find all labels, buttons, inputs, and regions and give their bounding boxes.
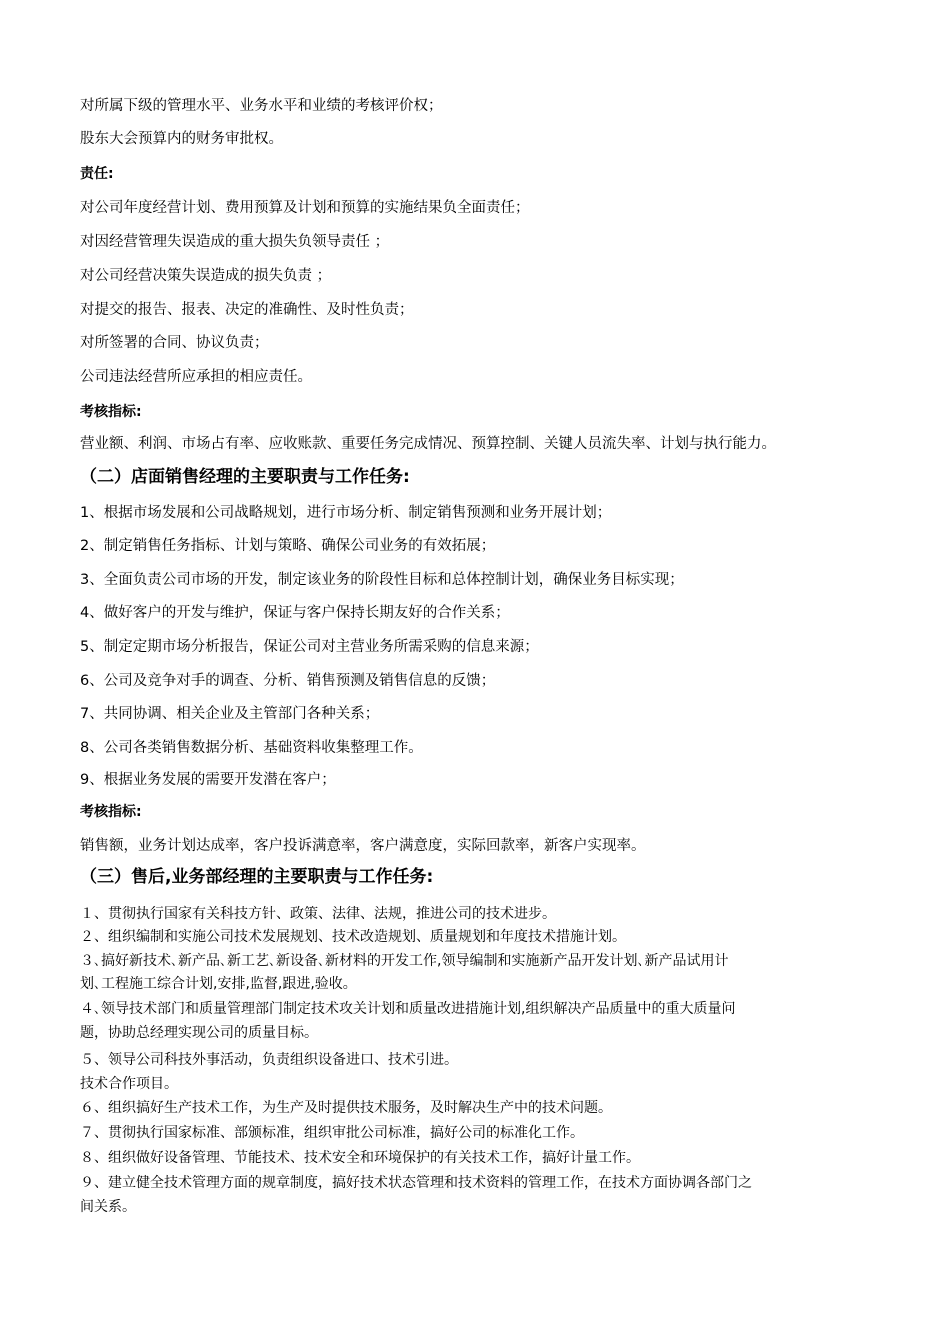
section-item: ４､领导技术部门和质量管理部门制定技术攻关计划和质量改进措施计划,组织解决产品质量中的重大质量问 <box>80 1001 736 1017</box>
responsibility-item: 对公司年度经营计划、费用预算及计划和预算的实施结果负全面责任； <box>80 200 530 216</box>
section-item-continued: 划､工程施工综合计划,安排,监督,跟进,验收。 <box>80 976 357 992</box>
section-item-continued: 技术合作项目。 <box>80 1076 178 1092</box>
section-heading: （三）售后,业务部经理的主要职责与工作任务: <box>80 867 434 887</box>
section-item: 1、根据市场发展和公司战略规划，进行市场分析、制定销售预测和业务开展计划； <box>80 505 612 521</box>
responsibility-item: 对提交的报告、报表、决定的准确性、及时性负责； <box>80 302 414 318</box>
section-item: ７、贯彻执行国家标准、部颁标准，组织审批公司标准，搞好公司的标准化工作。 <box>80 1125 584 1141</box>
section-item: 7、共同协调、相关企业及主管部门各种关系； <box>80 706 380 722</box>
section-item: 2、制定销售任务指标、计划与策略、确保公司业务的有效拓展； <box>80 538 496 554</box>
text-line: 对所属下级的管理水平、业务水平和业绩的考核评价权； <box>80 98 443 114</box>
kpi-text: 营业额、利润、市场占有率、应收账款、重要任务完成情况、预算控制、关键人员流失率、计划与执行能力。 <box>80 436 776 452</box>
section-item: ８、组织做好设备管理、节能技术、技术安全和环境保护的有关技术工作，搞好计量工作。 <box>80 1150 640 1166</box>
text-line: 股东大会预算内的财务审批权。 <box>80 131 283 147</box>
section-item: 3、全面负责公司市场的开发，制定该业务的阶段性目标和总体控制计划，确保业务目标实现； <box>80 572 684 588</box>
section-item-continued: 间关系。 <box>80 1199 136 1215</box>
kpi-label: 考核指标: <box>80 404 142 420</box>
responsibility-item: 对所签署的合同、协议负责； <box>80 335 269 351</box>
responsibility-item: 公司违法经营所应承担的相应责任。 <box>80 369 312 385</box>
section-item: 4、做好客户的开发与维护，保证与客户保持长期友好的合作关系； <box>80 605 510 621</box>
section-item: 8、公司各类销售数据分析、基础资料收集整理工作。 <box>80 740 423 756</box>
kpi-text: 销售额，业务计划达成率，客户投诉满意率，客户满意度，实际回款率，新客户实现率。 <box>80 838 646 854</box>
section-item-continued: 题，协助总经理实现公司的质量目标。 <box>80 1025 318 1041</box>
section-item: 6、公司及竞争对手的调查、分析、销售预测及销售信息的反馈； <box>80 673 496 689</box>
section-item: ９、建立健全技术管理方面的规章制度，搞好技术状态管理和技术资料的管理工作，在技术方面协调各部门之 <box>80 1175 752 1191</box>
section-item: ２、组织编制和实施公司技术发展规划、技术改造规划、质量规划和年度技术措施计划。 <box>80 929 626 945</box>
section-item: ３､搞好新技术､新产品､新工艺､新设备､新材料的开发工作,领导编制和实施新产品开发计划､新产品试用计 <box>80 953 729 969</box>
section-item: 9、根据业务发展的需要开发潜在客户； <box>80 772 336 788</box>
section-item: ５、领导公司科技外事活动，负责组织设备进口、技术引进。 <box>80 1052 458 1068</box>
section-item: 5、制定定期市场分析报告，保证公司对主营业务所需采购的信息来源； <box>80 639 539 655</box>
section-item: ６、组织搞好生产技术工作，为生产及时提供技术服务，及时解决生产中的技术问题。 <box>80 1100 612 1116</box>
section-item: １、贯彻执行国家有关科技方针、政策、法律、法规，推进公司的技术进步。 <box>80 906 556 922</box>
responsibility-item: 对公司经营决策失误造成的损失负责 ； <box>80 268 332 284</box>
section-heading: （二）店面销售经理的主要职责与工作任务: <box>80 467 410 487</box>
kpi-label: 考核指标: <box>80 804 142 820</box>
responsibility-item: 对因经营管理失误造成的重大损失负领导责任 ； <box>80 234 390 250</box>
responsibility-label: 责任: <box>80 166 114 182</box>
